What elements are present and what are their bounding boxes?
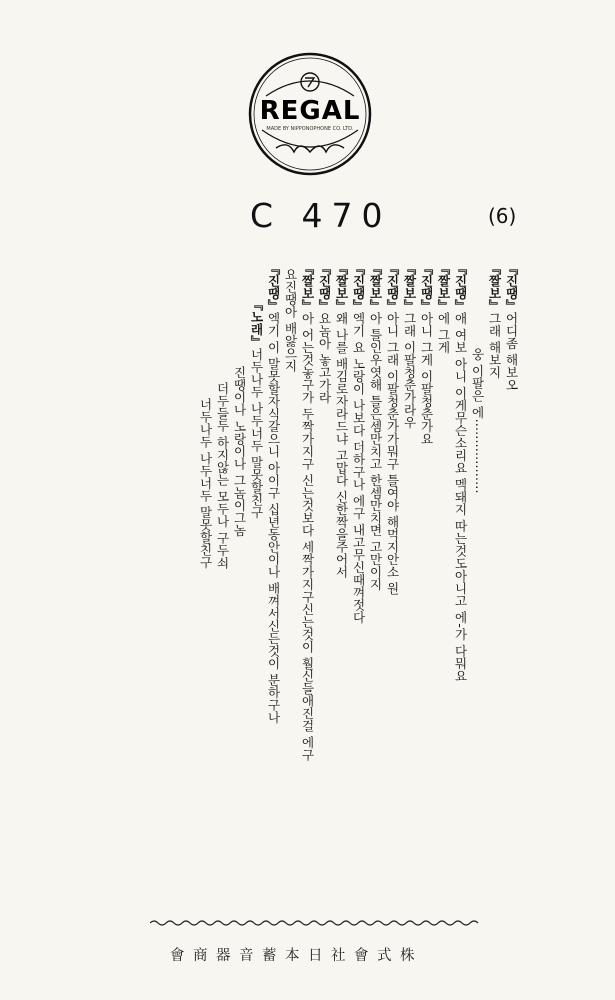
speaker-label: 『진땡』 xyxy=(453,262,468,312)
lyric-text: 애 여보 아니 이게무슨소리요 멕돼지 따는것도아니고 에-가 다뭐요 xyxy=(453,312,468,682)
catalog-number: C 470 xyxy=(250,196,392,235)
lyric-column-13 xyxy=(299,262,315,761)
lyric-column-7 xyxy=(401,262,417,428)
lyric-column-9 xyxy=(367,262,383,590)
logo-fine-print: MADE BY NIPPONOPHONE CO. LTD. xyxy=(266,126,354,132)
lyric-column-12 xyxy=(316,262,332,403)
lyric-text: 엑기 요 노랑이 나보다 더하구나 에구 내고무신때껴젓다 xyxy=(351,312,366,624)
lyric-column-15 xyxy=(265,262,281,723)
lyric-column-6 xyxy=(418,262,434,445)
speaker-label: 『노래』 xyxy=(249,298,264,348)
speaker-label: 『짤보』 xyxy=(436,262,451,312)
lyric-text: 아 어는것놓구가 두짝가지구 신는것보다 세짝가지구신는것이 훨신들애진걸 에구 xyxy=(300,312,315,761)
lyric-column-10 xyxy=(350,262,366,623)
speaker-label: 『짤보』 xyxy=(368,262,383,312)
speaker-label: 『짤보』 xyxy=(334,262,349,312)
speaker-label: 『짤보』 xyxy=(487,262,502,312)
speaker-label: 『진땡』 xyxy=(504,262,519,312)
speaker-label: 『진땡』 xyxy=(385,262,400,312)
wavy-divider xyxy=(150,918,482,928)
lyric-text: 왜 나를 배김로자라드냐 고맙다 신한짝을주어서 xyxy=(334,312,349,578)
lyric-column-8 xyxy=(384,262,400,594)
lyric-column-17 xyxy=(231,366,247,536)
lyric-text: 어디좀 해보오 xyxy=(504,312,519,391)
lyric-text: 요진땡아 배앓으지 xyxy=(283,268,298,372)
lyric-text: 더두들두 하지않는 모두나 구두쇠 xyxy=(215,382,230,569)
lyric-text: 너두나두 나두너두 말못할친구 xyxy=(249,348,264,519)
lyric-column-2 xyxy=(486,262,502,378)
lyric-column-3 xyxy=(469,348,485,493)
lyric-text: 엑기 이 말못할자식갈으니 아이구 십년동안이나 배껴서신든것이 분하구나 xyxy=(266,312,281,724)
lyric-text: 아 틀인우엿해 틀은셈만치고 한셈만치면 고만이지 xyxy=(368,312,383,591)
lyric-text: 진땡이나 노랑이나 그놈이그놈 xyxy=(232,366,247,537)
lyric-column-1 xyxy=(503,262,519,391)
speaker-label: 『진땡』 xyxy=(419,262,434,312)
lyric-column-14 xyxy=(282,268,298,372)
lyric-text: 그래 해보지 xyxy=(487,312,502,379)
lyric-text: 웅 이팔은 에⋯⋯⋯⋯⋯⋯ xyxy=(470,348,485,494)
regal-logo xyxy=(248,52,372,176)
speaker-label: 『진땡』 xyxy=(317,262,332,312)
lyric-text: 그래 이팔청춘가라우 xyxy=(402,312,417,429)
speaker-label: 『짤보』 xyxy=(300,262,315,312)
lyric-column-18 xyxy=(214,382,230,569)
logo-brand-text: REGAL xyxy=(259,96,361,126)
speaker-label: 『진땡』 xyxy=(266,262,281,312)
lyric-column-4 xyxy=(452,262,468,682)
publisher-footer: 會商器音蓄本日社會式株 xyxy=(170,948,423,964)
lyric-column-5 xyxy=(435,262,451,353)
lyric-text: 요놈아 놓고가라 xyxy=(317,312,332,404)
lyric-column-19 xyxy=(197,398,213,568)
lyric-text: 아니 그래 이팔청춘가가뭐구 틀여야 해먹지안소 원 xyxy=(385,312,400,595)
lyric-text: 너두나두 나두너두 말못할친구 xyxy=(198,398,213,569)
lyric-column-11 xyxy=(333,262,349,578)
speaker-label: 『짤보』 xyxy=(402,262,417,312)
lyric-text: 에 그게 xyxy=(436,312,451,354)
lyric-text: 아니 그게 이팔청춘가요 xyxy=(419,312,434,445)
speaker-label: 『진땡』 xyxy=(351,262,366,312)
lyric-column-16 xyxy=(248,298,264,518)
page-number: (6) xyxy=(488,204,517,228)
